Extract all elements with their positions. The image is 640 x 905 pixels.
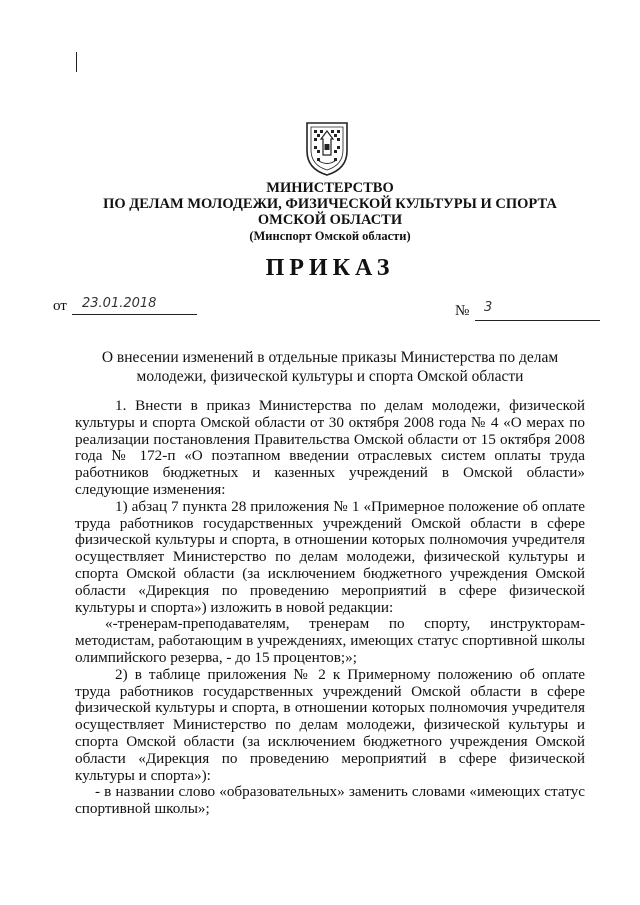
order-body [75,398,585,818]
margin-mark [76,52,77,72]
coat-of-arms-icon [304,117,350,177]
paragraph-item-1: 1. Внести в приказ Министерства по делам молодежи, физической культуры и спорта Омской области от 30 октября 2008 года № 4 «О мерах по реализации постановления Правительства Омской области от 15 октября 2008 года № 172-п «О поэтапном введении отраслевых систем оплаты труда работников бюджетных и казенных учреждений в Омской области» следующие изменения: [75,397,585,498]
date-label: от [53,298,67,314]
paragraph-subitem-1: 1) абзац 7 пункта 28 приложения № 1 «Примерное положение об оплате труда работников государственных учреждений Омской области в сфере физической культуры и спорта, в отношении которых полномочия учредителя осуществляет Министерство по делам молодежи, физической культуры и спорта Омской области (за исключением бюджетного учреждения Омской области «Дирекция по проведению мероприятий в сфере физической культуры и спорта») изложить в новой редакции: [75,497,585,616]
date-underline [72,314,197,315]
ministry-title-line2: ПО ДЕЛАМ МОЛОДЕЖИ, ФИЗИЧЕСКОЙ КУЛЬТУРЫ И СПОРТА [103,196,557,212]
number-value: 3 [484,300,493,315]
document-title: ПРИКАЗ [265,255,395,281]
date-value: 23.01.2018 [82,296,157,311]
paragraph-subitem-2: 2) в таблице приложения № 2 к Примерному положению об оплате труда работников государственных учреждений Омской области в сфере физической культуры и спорта, в отношении которых полномочия учредителя осуществляет Министерство по делам молодежи, физической культуры и спорта Омской области (за исключением бюджетного учреждения Омской области «Дирекция по проведению мероприятий в сфере физической культуры и спорта»): [75,665,585,784]
ministry-short-name: (Минспорт Омской области) [249,229,411,243]
paragraph-quote: «-тренерам-преподавателям, тренерам по спорту, инструкторам-методистам, работающим в учреждениях, имеющих статус спортивной школы олимпийского резерва, - до 15 процентов;»; [75,615,585,666]
paragraph-dash-item: - в названии слово «образовательных» заменить словами «имеющих статус спортивной школы»; [75,783,585,818]
ministry-title-line1: МИНИСТЕРСТВО [266,180,394,196]
ministry-title-line3: ОМСКОЙ ОБЛАСТИ [257,212,403,228]
number-underline [475,320,600,321]
order-subject: О внесении изменений в отдельные приказы Министерства по делам молодежи, физической культуры и спорта Омской области [101,349,559,385]
number-label: № [455,303,470,319]
